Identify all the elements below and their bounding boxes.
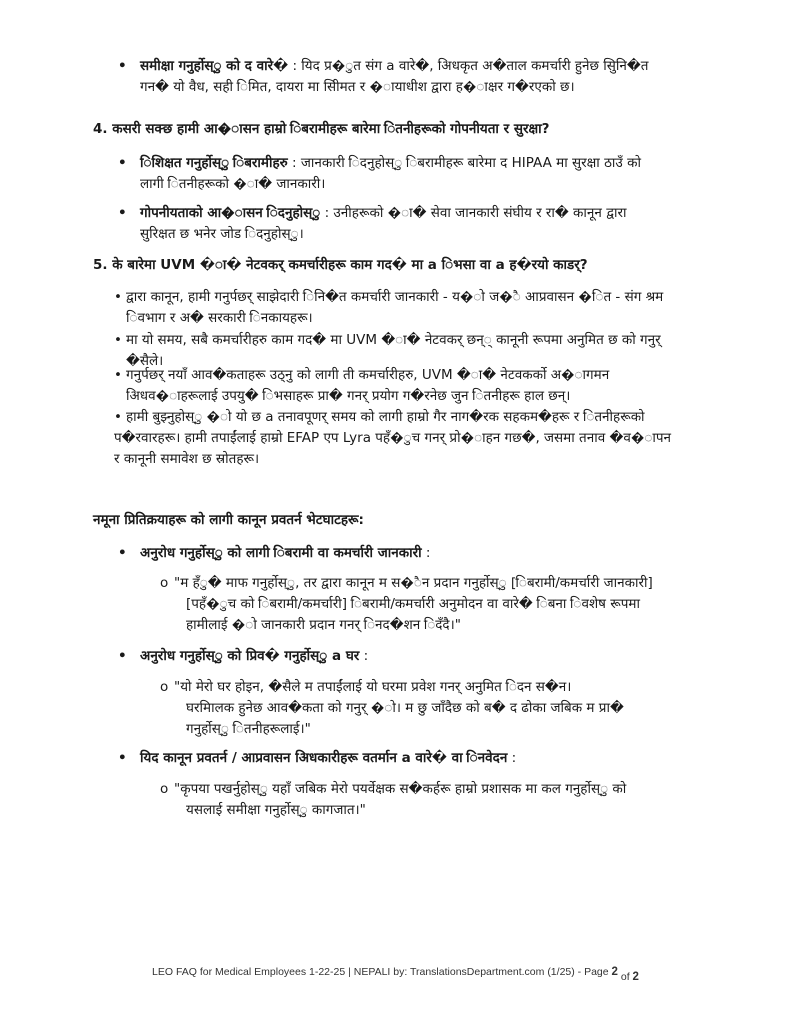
list-item-line: �सैले।: [126, 353, 164, 369]
bullet: •: [118, 750, 127, 766]
list-item-line: अिधव�ाहरूलाई उपयु� िभसाहरू प्रा� गनर् प्रयोग ग�रनेछ जुन ितनीहरू हाल छन्।: [126, 388, 571, 404]
quote-line: "यो मेरो घर होइन, �सैले म तपाईंलाई यो घरमा प्रवेश गनर् अनुमित िदन स�न।: [174, 679, 572, 695]
sample-info-request: [118, 543, 768, 564]
quote-line: यसलाई समीक्षा गनुर्होस्ु कागजात।": [186, 802, 366, 818]
sample-warrant-present: [118, 748, 768, 769]
item-text: :: [359, 648, 369, 664]
q5-bullet-4: [114, 407, 774, 470]
page-of-label: of: [620, 971, 630, 983]
quote-line: हामीलाई �ो जानकारी प्रदान गनर् िनद�शन िदँदै।": [186, 617, 461, 633]
section-heading-q5: 5. के बारेमा UVM �ा� नेटवकर् कमर्चारीहरू काम गद� मा a िभसा वा a ह�रयो काडर्?: [93, 257, 588, 273]
bullet: •: [118, 58, 127, 74]
sample-home-entry-response: [160, 677, 780, 740]
item-bold-label: अनुरोध गनुर्होस्ु को लागी िबरामी वा कमर्चारी जानकारी: [140, 545, 422, 561]
educate-patients-item: [118, 153, 758, 195]
item-text: :: [421, 545, 431, 561]
list-item-line: गनुर्पछर् नयाँ आव�कताहरू उठ्नु को लागी ती कमर्चारीहरु, UVM �ा� नेटवकर्को अ�ागमन: [126, 367, 610, 383]
sub-bullet: o: [160, 575, 169, 591]
item-bold-label: यिद कानून प्रवतर्न / आप्रवासन अिधकारीहरू वतर्मान a वारे� वा िनवेदन: [140, 750, 508, 766]
review-warrant-item: [118, 56, 758, 98]
quote-line: घरमािलक हुनेछ आव�कता को गनुर् �ो। म छु जाँदैछ को ब� द ढोका जबिक म प्रा�: [186, 700, 624, 716]
bullet: •: [114, 409, 122, 425]
item-text: : उनीहरूको �ा� सेवा जानकारी संघीय र रा� कानून द्वारा: [320, 205, 627, 221]
sub-bullet: o: [160, 679, 169, 695]
item-text: : यिद प्र�ुत संग a वारे�, अिधकृत अ�ताल कमर्चारी हुनेछ सुिनि�त: [288, 58, 649, 74]
list-item-line: र कानूनी समावेश छ स्रोतहरू।: [114, 451, 260, 467]
quote-line: गनुर्होस्ु ितनीहरूलाई।": [186, 721, 311, 737]
item-text-line: सुरिक्षत छ भनेर जोड िदनुहोस्ु।: [140, 226, 304, 242]
sample-info-response: [160, 573, 780, 636]
bullet: •: [118, 205, 127, 221]
quote-line: "म हँु� माफ गनुर्होस्ु, तर द्वारा कानून म स�ैन प्रदान गनुर्होस्ु [िबरामी/कमर्चारी जानकारी]: [174, 575, 653, 591]
quote-line: "कृपया पखर्नुहोस्ु यहाँ जबिक मेरो पयर्वेक्षक स�कर्हरू हाम्रो प्रशासक मा कल गनुर्होस्ु को: [174, 781, 627, 797]
bullet: •: [118, 545, 127, 561]
assure-privacy-item: [118, 203, 758, 245]
footer-text: LEO FAQ for Medical Employees 1-22-25 | NEPALI by: TranslationsDepartment.com (1/25) - Page: [152, 966, 609, 978]
item-text: : जानकारी िदनुहोस्ु िबरामीहरू बारेमा द HIPAA मा सुरक्षा ठाउँ को: [287, 155, 641, 171]
bullet: •: [118, 648, 127, 664]
list-item-line: प�रवारहरू। हामी तपाईंलाई हाम्रो EFAP एप Lyra पहँ�ुच गनर् प्रो�ाहन गछ�, जसमा तनाव �व�ापन: [114, 430, 672, 446]
quote-line: [पहँ�ुच को िबरामी/कमर्चारी] िबरामी/कमर्चारी अनुमोदन वा वारे� िबना िवशेष रूपमा: [186, 596, 640, 612]
bullet: •: [114, 332, 122, 348]
sub-bullet: o: [160, 781, 169, 797]
bullet: •: [114, 367, 122, 383]
item-bold-label: समीक्षा गनुर्होस्ु को द वारे�: [140, 58, 289, 74]
sample-home-entry-request: [118, 646, 768, 667]
page-total: 2: [632, 971, 639, 983]
list-item-line: मा यो समय, सबै कमर्चारीहरु काम गद� मा UVM �ा� नेटवकर् छन्् कानूनी रूपमा अनुमित छ को गनुर्: [126, 332, 661, 348]
q5-bullet-1: [114, 287, 774, 329]
list-item-line: िवभाग र अ� सरकारी िनकायहरू।: [126, 310, 313, 326]
item-bold-label: िशिक्षत गनुर्होस्ु िबरामीहरु: [140, 155, 288, 171]
item-text-line: लागी ितनीहरूको �ा� जानकारी।: [140, 176, 326, 192]
section-heading-q4: 4. कसरी सक्छ हामी आ�ासन हाम्रो िबरामीहरू बारेमा ितनीहरूको गोपनीयता र सुरक्षा?: [93, 121, 550, 137]
sample-warrant-response: [160, 779, 780, 821]
q5-bullet-3: [114, 365, 774, 407]
page-footer: [0, 962, 791, 983]
list-item-line: द्वारा कानून, हामी गनुर्पछर् साझेदारी िनि�त कमर्चारी जानकारी - य�ो ज�ै आप्रवासन �ित - संग श्रम: [126, 289, 664, 305]
list-item-line: हामी बुझ्नुहोस्ु �ो यो छ a तनावपूणर् समय को लागी हाम्रो गैर नाग�रक सहकम�हरू र ितनीहरूको: [126, 409, 645, 425]
bullet: •: [118, 155, 127, 171]
item-text: :: [507, 750, 517, 766]
item-text-line: गन� यो वैध, सही िमित, दायरा मा सीिमत र �ायाधीश द्वारा ह�ाक्षर ग�रएको छ।: [140, 79, 575, 95]
page-number: 2: [611, 966, 618, 978]
item-bold-label: गोपनीयताको आ�ासन िदनुहोस्ु: [140, 205, 321, 221]
section-heading-samples: नमूना प्रितिक्रयाहरू को लागी कानून प्रवतर्न भेटघाटहरू:: [93, 512, 364, 528]
item-bold-label: अनुरोध गनुर्होस्ु को प्रिव� गनुर्होस्ु a घर: [140, 648, 360, 664]
bullet: •: [114, 289, 122, 305]
